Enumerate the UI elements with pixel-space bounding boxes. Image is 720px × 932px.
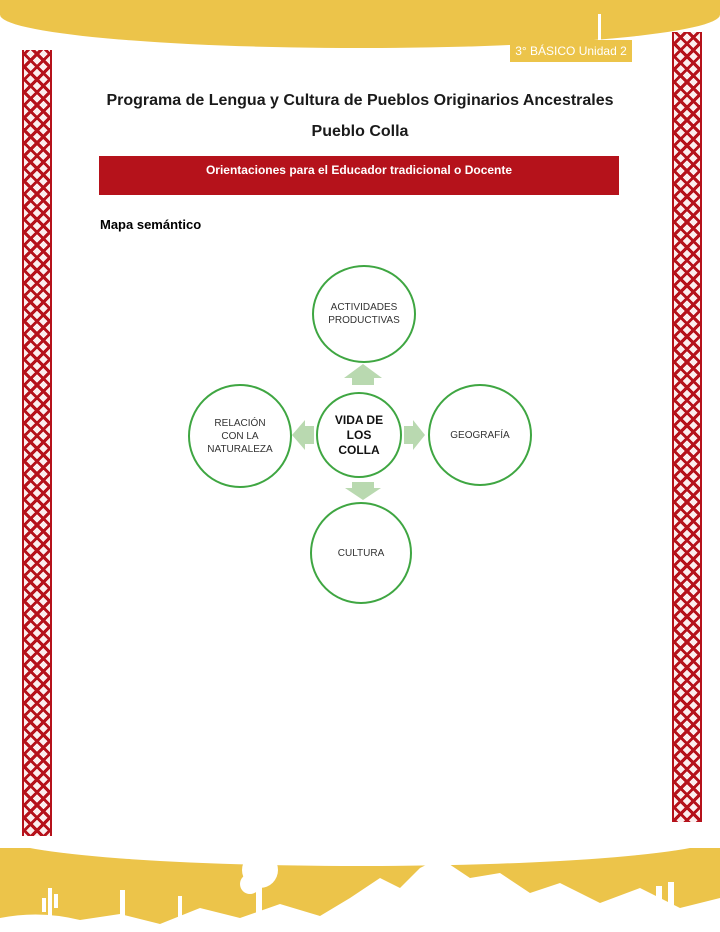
arrow-down [345,482,381,500]
footer-band [0,848,720,932]
right-woven-border [672,32,702,822]
node-nature-relationship: RELACIÓN CON LA NATURALEZA [188,384,292,488]
arrow-right [404,420,425,450]
left-woven-border [22,50,52,845]
guidance-banner: Orientaciones para el Educador tradicional o Docente [99,156,619,195]
landscape-silhouette [0,848,720,932]
arrow-left [292,420,314,450]
grade-unit-tab: 3° BÁSICO Unidad 2 [510,40,632,62]
node-geography: GEOGRAFÍA [428,384,532,486]
people-title: Pueblo Colla [311,123,409,140]
node-center-colla-life: VIDA DE LOS COLLA [316,392,402,478]
arrow-up [344,364,382,385]
program-title: Programa de Lengua y Cultura de Pueblos Originarios Ancestrales [106,92,614,109]
node-culture: CULTURA [310,502,412,604]
node-productive-activities: ACTIVIDADES PRODUCTIVAS [312,265,416,363]
header-notch [598,14,601,40]
section-heading: Mapa semántico [100,217,202,232]
